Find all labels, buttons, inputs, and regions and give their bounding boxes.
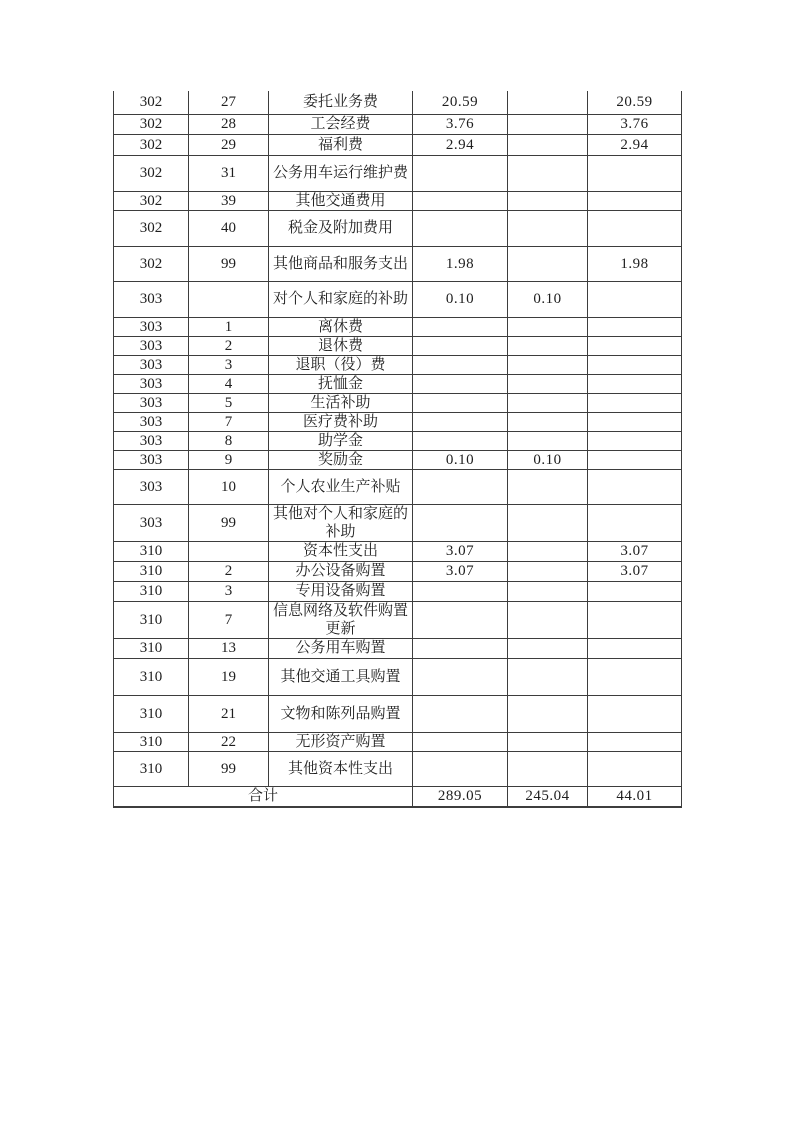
totals-label-cell: 合计 [114,786,413,807]
amount-2-cell [508,581,588,601]
amount-2-cell [508,355,588,374]
table-row [114,91,682,114]
item-name-cell: 资本性支出 [269,541,413,561]
amount-1-cell [413,317,508,336]
amount-1-cell: 0.10 [413,450,508,469]
subcode-cell: 39 [189,191,269,210]
amount-1-cell: 2.94 [413,134,508,155]
amount-2-cell [508,541,588,561]
totals-amount-2-cell: 245.04 [508,786,588,807]
item-name-cell: 委托业务费 [269,91,413,114]
table-row [114,431,682,450]
item-name-cell: 公务用车运行维护费 [269,155,413,191]
amount-2-cell [508,134,588,155]
code-cell: 310 [114,751,189,786]
amount-2-cell [508,638,588,658]
subcode-cell: 7 [189,601,269,638]
item-name-cell: 工会经费 [269,114,413,134]
amount-3-cell [588,336,682,355]
subcode-cell: 5 [189,393,269,412]
amount-2-cell [508,561,588,581]
item-name-cell: 医疗费补助 [269,412,413,431]
amount-2-cell [508,91,588,114]
amount-2-cell [508,336,588,355]
subcode-cell: 4 [189,374,269,393]
amount-3-cell [588,355,682,374]
subcode-cell: 1 [189,317,269,336]
subcode-cell: 13 [189,638,269,658]
table-row [114,191,682,210]
table-row [114,601,682,638]
item-name-cell: 抚恤金 [269,374,413,393]
amount-1-cell [413,504,508,541]
code-cell: 303 [114,431,189,450]
amount-1-cell [413,469,508,504]
amount-3-cell [588,281,682,317]
amount-3-cell [588,751,682,786]
amount-1-cell [413,601,508,638]
amount-1-cell: 3.07 [413,541,508,561]
amount-3-cell [588,374,682,393]
table-row [114,246,682,281]
amount-3-cell [588,658,682,695]
amount-2-cell [508,431,588,450]
item-name-cell: 福利费 [269,134,413,155]
table-row [114,469,682,504]
item-name-cell: 对个人和家庭的补助 [269,281,413,317]
amount-1-cell [413,431,508,450]
code-cell: 302 [114,155,189,191]
amount-2-cell [508,393,588,412]
amount-2-cell [508,317,588,336]
item-name-cell: 文物和陈列品购置 [269,695,413,732]
code-cell: 303 [114,317,189,336]
amount-3-cell: 3.76 [588,114,682,134]
subcode-cell [189,541,269,561]
totals-row [114,786,682,807]
table-row [114,281,682,317]
table-row [114,581,682,601]
subcode-cell: 99 [189,504,269,541]
amount-3-cell [588,601,682,638]
budget-expenditure-table [113,91,682,808]
item-name-cell: 税金及附加费用 [269,210,413,246]
item-name-cell: 公务用车购置 [269,638,413,658]
subcode-cell: 31 [189,155,269,191]
table-row [114,114,682,134]
item-name-cell: 无形资产购置 [269,732,413,751]
code-cell: 310 [114,541,189,561]
amount-3-cell [588,155,682,191]
subcode-cell: 22 [189,732,269,751]
item-name-cell: 个人农业生产补贴 [269,469,413,504]
subcode-cell: 19 [189,658,269,695]
amount-1-cell [413,732,508,751]
amount-3-cell [588,317,682,336]
totals-amount-1-cell: 289.05 [413,786,508,807]
amount-3-cell: 3.07 [588,561,682,581]
table-row [114,210,682,246]
table-row [114,732,682,751]
code-cell: 310 [114,581,189,601]
amount-3-cell: 3.07 [588,541,682,561]
amount-2-cell [508,601,588,638]
code-cell: 310 [114,601,189,638]
table-row [114,355,682,374]
table-row [114,541,682,561]
table-row [114,504,682,541]
amount-3-cell [588,431,682,450]
amount-2-cell [508,155,588,191]
subcode-cell: 2 [189,561,269,581]
item-name-cell: 其他交通工具购置 [269,658,413,695]
code-cell: 303 [114,412,189,431]
subcode-cell: 21 [189,695,269,732]
amount-2-cell: 0.10 [508,281,588,317]
code-cell: 303 [114,336,189,355]
item-name-cell: 其他交通费用 [269,191,413,210]
item-name-cell: 退休费 [269,336,413,355]
item-name-cell: 奖励金 [269,450,413,469]
item-name-cell: 办公设备购置 [269,561,413,581]
amount-3-cell: 2.94 [588,134,682,155]
amount-1-cell: 3.07 [413,561,508,581]
item-name-cell: 信息网络及软件购置更新 [269,601,413,638]
code-cell: 303 [114,281,189,317]
subcode-cell: 10 [189,469,269,504]
amount-1-cell [413,355,508,374]
item-name-cell: 其他商品和服务支出 [269,246,413,281]
subcode-cell [189,281,269,317]
table-row [114,412,682,431]
amount-3-cell [588,638,682,658]
code-cell: 310 [114,638,189,658]
amount-2-cell [508,469,588,504]
amount-1-cell [413,155,508,191]
subcode-cell: 7 [189,412,269,431]
amount-1-cell [413,638,508,658]
amount-1-cell [413,191,508,210]
amount-3-cell [588,210,682,246]
table-row [114,374,682,393]
amount-1-cell [413,658,508,695]
amount-1-cell: 20.59 [413,91,508,114]
code-cell: 310 [114,732,189,751]
amount-3-cell [588,504,682,541]
table-row [114,561,682,581]
item-name-cell: 离休费 [269,317,413,336]
amount-2-cell [508,751,588,786]
amount-1-cell [413,581,508,601]
table-body [114,91,682,786]
amount-3-cell: 1.98 [588,246,682,281]
amount-2-cell [508,114,588,134]
amount-3-cell [588,732,682,751]
subcode-cell: 8 [189,431,269,450]
amount-3-cell [588,450,682,469]
subcode-cell: 2 [189,336,269,355]
amount-2-cell [508,732,588,751]
code-cell: 310 [114,658,189,695]
amount-1-cell [413,695,508,732]
amount-3-cell [588,191,682,210]
amount-1-cell [413,374,508,393]
amount-2-cell [508,695,588,732]
amount-2-cell [508,412,588,431]
amount-2-cell [508,658,588,695]
code-cell: 302 [114,210,189,246]
amount-1-cell [413,336,508,355]
amount-1-cell [413,393,508,412]
code-cell: 302 [114,134,189,155]
subcode-cell: 9 [189,450,269,469]
table-row [114,134,682,155]
code-cell: 303 [114,393,189,412]
amount-1-cell: 3.76 [413,114,508,134]
code-cell: 303 [114,504,189,541]
code-cell: 302 [114,191,189,210]
item-name-cell: 其他对个人和家庭的补助 [269,504,413,541]
table-row [114,393,682,412]
subcode-cell: 28 [189,114,269,134]
table-row [114,336,682,355]
amount-3-cell [588,393,682,412]
item-name-cell: 专用设备购置 [269,581,413,601]
code-cell: 310 [114,695,189,732]
table-row [114,695,682,732]
table-row [114,658,682,695]
code-cell: 302 [114,246,189,281]
amount-2-cell [508,374,588,393]
subcode-cell: 40 [189,210,269,246]
subcode-cell: 99 [189,246,269,281]
code-cell: 310 [114,561,189,581]
amount-1-cell: 0.10 [413,281,508,317]
code-cell: 303 [114,374,189,393]
code-cell: 302 [114,91,189,114]
table-row [114,317,682,336]
table-row [114,751,682,786]
code-cell: 302 [114,114,189,134]
table-row [114,155,682,191]
subcode-cell: 99 [189,751,269,786]
item-name-cell: 助学金 [269,431,413,450]
amount-3-cell [588,412,682,431]
subcode-cell: 27 [189,91,269,114]
item-name-cell: 生活补助 [269,393,413,412]
amount-3-cell [588,581,682,601]
table-row [114,638,682,658]
subcode-cell: 29 [189,134,269,155]
amount-1-cell [413,210,508,246]
amount-3-cell [588,469,682,504]
code-cell: 303 [114,450,189,469]
amount-2-cell [508,191,588,210]
amount-2-cell [508,504,588,541]
item-name-cell: 退职（役）费 [269,355,413,374]
amount-2-cell: 0.10 [508,450,588,469]
subcode-cell: 3 [189,355,269,374]
amount-3-cell [588,695,682,732]
table-row [114,450,682,469]
item-name-cell: 其他资本性支出 [269,751,413,786]
amount-3-cell: 20.59 [588,91,682,114]
totals-amount-3-cell: 44.01 [588,786,682,807]
code-cell: 303 [114,355,189,374]
amount-1-cell: 1.98 [413,246,508,281]
subcode-cell: 3 [189,581,269,601]
amount-1-cell [413,751,508,786]
code-cell: 303 [114,469,189,504]
amount-1-cell [413,412,508,431]
amount-2-cell [508,246,588,281]
table-footer [114,786,682,807]
amount-2-cell [508,210,588,246]
